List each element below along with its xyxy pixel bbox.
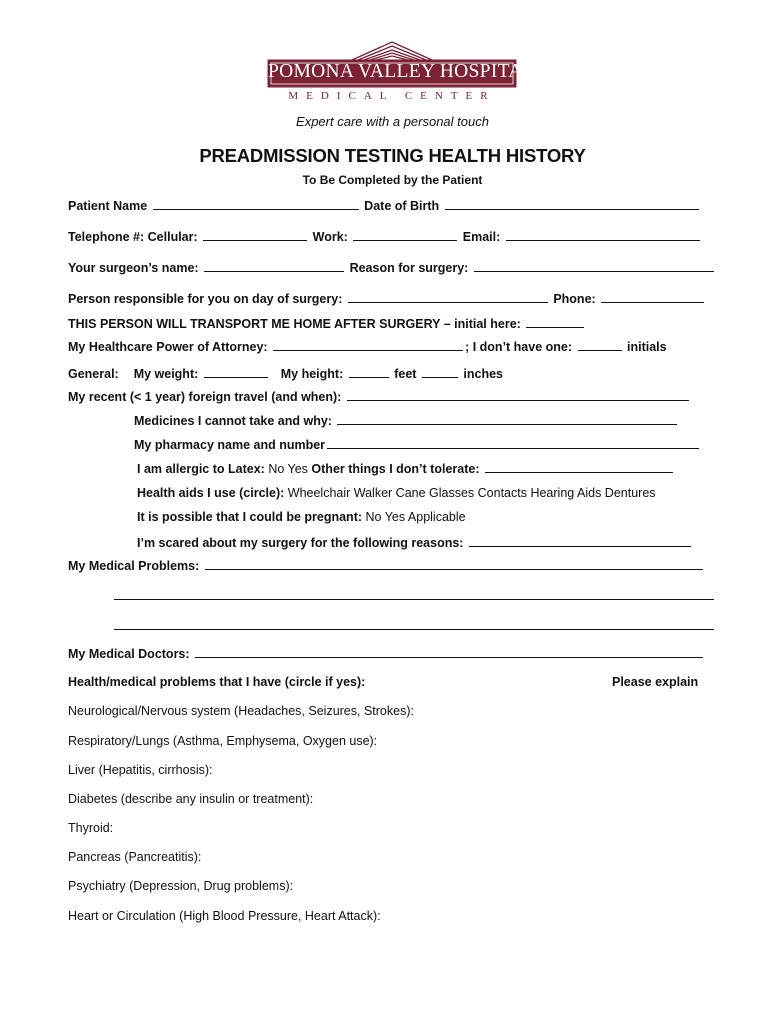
condition-item[interactable]: Respiratory/Lungs (Asthma, Emphysema, Oxygen use):: [68, 734, 378, 748]
medicines-row: [134, 412, 679, 429]
medical-doctors-label: My Medical Doctors:: [68, 647, 190, 661]
telephone-row: [68, 228, 702, 245]
foreign-travel-field[interactable]: [347, 388, 689, 401]
phone-label: Phone:: [553, 292, 596, 306]
poa-label: My Healthcare Power of Attorney:: [68, 340, 268, 354]
pregnant-options[interactable]: No Yes Applicable: [365, 510, 466, 524]
scared-label: I’m scared about my surgery for the following reasons:: [137, 536, 464, 550]
medical-problems-line-2[interactable]: [114, 599, 714, 600]
condition-item[interactable]: Diabetes (describe any insulin or treatment):: [68, 792, 314, 806]
logo-subtitle: MEDICAL CENTER: [288, 90, 496, 102]
inches-label: inches: [463, 367, 504, 381]
height-label: My height:: [280, 367, 344, 381]
cellular-label: Telephone #: Cellular:: [68, 230, 198, 244]
poa-initials-label: initials: [627, 340, 667, 354]
medical-problems-label: My Medical Problems:: [68, 559, 200, 573]
condition-item[interactable]: Thyroid:: [68, 821, 114, 835]
condition-item[interactable]: Liver (Hepatitis, cirrhosis):: [68, 763, 213, 777]
medicines-label: Medicines I cannot take and why:: [134, 414, 332, 428]
surgeon-row: [68, 259, 716, 276]
other-things-label: Other things I don’t tolerate:: [311, 462, 480, 476]
logo-title: POMONA VALLEY HOSPITAL: [268, 61, 535, 82]
transport-label: THIS PERSON WILL TRANSPORT ME HOME AFTER SURGERY – initial here:: [68, 317, 521, 331]
form-subtitle: To Be Completed by the Patient: [302, 173, 483, 187]
transport-row: [68, 315, 586, 332]
surgeon-label: Your surgeon’s name:: [68, 261, 199, 275]
work-field[interactable]: [353, 228, 457, 241]
responsible-field[interactable]: [348, 290, 548, 303]
email-label: Email:: [462, 230, 501, 244]
surgeon-field[interactable]: [204, 259, 344, 272]
pharmacy-field[interactable]: [327, 436, 699, 449]
patient-name-row: [68, 197, 701, 214]
pregnant-row: [137, 509, 466, 525]
condition-item[interactable]: Heart or Circulation (High Blood Pressure, Heart Attack):: [68, 909, 381, 923]
weight-field[interactable]: [204, 365, 268, 378]
other-things-field[interactable]: [485, 460, 673, 473]
weight-label: My weight:: [133, 367, 199, 381]
condition-item[interactable]: Neurological/Nervous system (Headaches, Seizures, Strokes):: [68, 704, 414, 718]
work-label: Work:: [312, 230, 348, 244]
medical-doctors-field[interactable]: [195, 645, 703, 658]
tagline: Expert care with a personal touch: [296, 114, 489, 129]
form-title: PREADMISSION TESTING HEALTH HISTORY: [199, 145, 586, 166]
feet-label: feet: [394, 367, 417, 381]
responsible-label: Person responsible for you on day of surgery:: [68, 292, 343, 306]
general-row: [68, 365, 503, 382]
latex-row: [137, 460, 675, 477]
condition-item[interactable]: Psychiatry (Depression, Drug problems):: [68, 879, 294, 893]
reason-label: Reason for surgery:: [349, 261, 469, 275]
responsible-row: [68, 290, 706, 307]
height-feet-field[interactable]: [349, 365, 389, 378]
health-aids-options[interactable]: Wheelchair Walker Cane Glasses Contacts Hearing Aids Dentures: [287, 486, 656, 500]
cellular-field[interactable]: [203, 228, 307, 241]
please-explain-heading: Please explain: [612, 675, 699, 689]
phone-field[interactable]: [601, 290, 704, 303]
poa-field[interactable]: [273, 338, 463, 351]
scared-row: [137, 534, 693, 551]
medicines-field[interactable]: [337, 412, 677, 425]
latex-label: I am allergic to Latex:: [137, 462, 265, 476]
dob-field[interactable]: [445, 197, 699, 210]
patient-name-label: Patient Name: [68, 199, 148, 213]
reason-field[interactable]: [474, 259, 714, 272]
medical-doctors-row: [68, 645, 705, 662]
poa-none-label: ; I don’t have one:: [465, 340, 573, 354]
health-aids-row: [137, 485, 656, 501]
pharmacy-label: My pharmacy name and number: [134, 438, 326, 452]
medical-problems-field[interactable]: [205, 557, 703, 570]
transport-initials-field[interactable]: [526, 315, 584, 328]
foreign-travel-label: My recent (< 1 year) foreign travel (and when):: [68, 390, 342, 404]
medical-problems-row: [68, 557, 705, 574]
pregnant-label: It is possible that I could be pregnant:: [137, 510, 363, 524]
condition-item[interactable]: Pancreas (Pancreatitis):: [68, 850, 202, 864]
scared-field[interactable]: [469, 534, 691, 547]
medical-problems-line-3[interactable]: [114, 629, 714, 630]
health-problems-heading: Health/medical problems that I have (circle if yes):: [68, 675, 366, 689]
foreign-travel-row: [68, 388, 691, 405]
email-field[interactable]: [506, 228, 700, 241]
health-aids-label: Health aids I use (circle):: [137, 486, 285, 500]
general-label: General:: [68, 367, 119, 381]
latex-options[interactable]: No Yes: [268, 462, 308, 476]
pharmacy-row: [134, 436, 701, 453]
poa-row: [68, 338, 667, 355]
patient-name-field[interactable]: [153, 197, 359, 210]
height-inches-field[interactable]: [422, 365, 458, 378]
dob-label: Date of Birth: [364, 199, 440, 213]
poa-initials-field[interactable]: [578, 338, 622, 351]
